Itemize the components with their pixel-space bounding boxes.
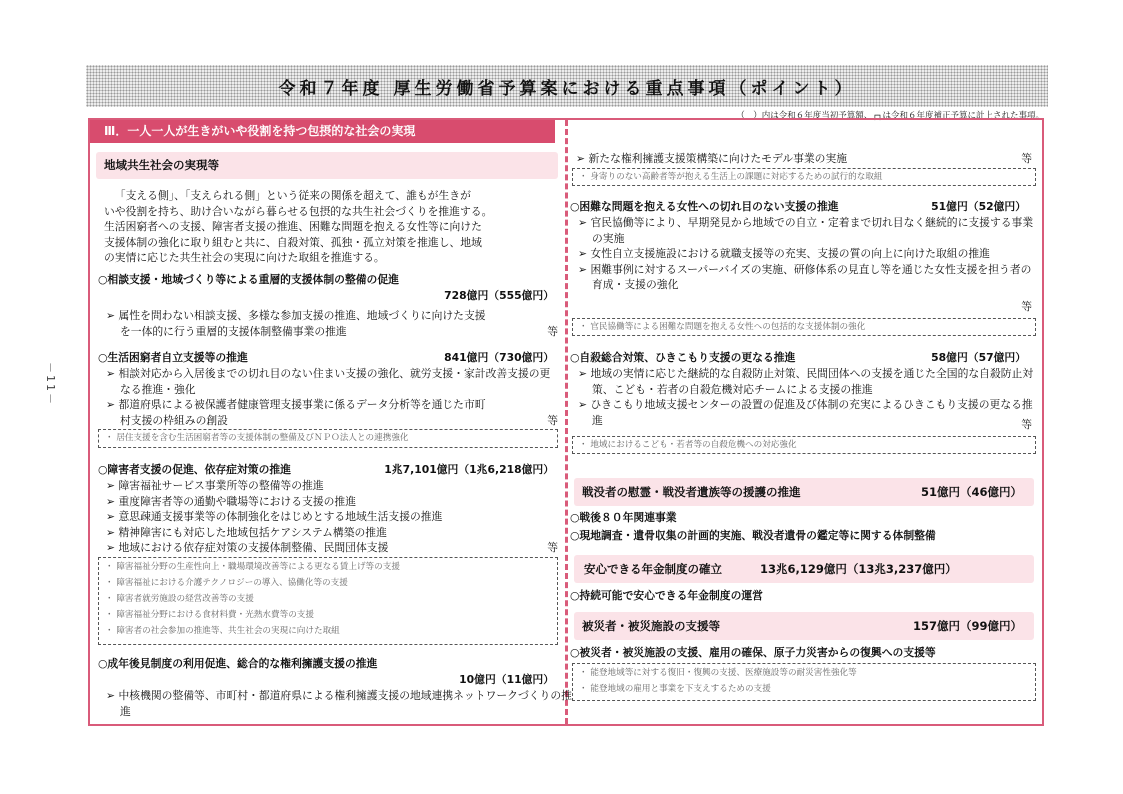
- r2-supplementary-box: [572, 318, 1036, 336]
- s1-title: ○相談支援・地域づくり等による重層的支援体制の整備の促進: [98, 273, 399, 286]
- s4-title: ○成年後見制度の利用促進、総合的な権利擁護支援の推進: [98, 657, 378, 670]
- intro-line: 支援体制の強化に取り組むと共に、自殺対策、孤独・孤立対策を推進し、地域: [104, 235, 482, 249]
- r2-items: [578, 215, 1034, 293]
- box-line: ・ 障害福祉における介護テクノロジーの導入、協働化等の支援: [105, 578, 348, 588]
- h1-line: ○戦後８０年関連事業: [570, 511, 677, 524]
- s4-item: ➢ 中核機関の整備等、市町村・都道府県による権利擁護支援の地域連携ネットワークづくりの推進: [106, 689, 572, 718]
- box-line: ・ 能登地域等に対する復旧・復興の支援、医療施設等の耐災害性強化等: [579, 668, 857, 678]
- r2-item: ➢ 女性自立支援施設における就職支援等の充実、支援の質の向上に向けた取組の推進: [578, 247, 990, 260]
- h2-band: [574, 555, 1034, 583]
- h1-line: ○現地調査・遺骨収集の計画的実施、戦没者遺骨の鑑定等に関する体制整備: [570, 529, 936, 542]
- box-line: ・ 障害者就労施設の経営改善等の支援: [105, 594, 254, 604]
- r2-item: ➢ 困難事例に対するスーパーバイズの実施、研修体系の見直し等を通じた女性支援を担う者の育成・支援の強化: [578, 262, 1032, 291]
- budget-note: （ ）内は令和６年度当初予算額、┌┐は令和６年度補正予算に計上された事項。: [736, 111, 1044, 121]
- intro-line: いや役割を持ち、助け合いながら暮らせる包摂的な共生社会づくりを推進する。: [104, 204, 493, 218]
- s1-item-line: を一体的に行う重層的支援体制整備事業の推進: [120, 324, 347, 338]
- box-line: ・ 障害福祉分野における食材料費・光熱水費等の支援: [105, 610, 314, 620]
- s3-title: ○障害者支援の促進、依存症対策の推進: [98, 463, 291, 476]
- r3-item: ➢ ひきこもり地域支援センターの設置の促進及び体制の充実によるひきこもり支援の更なる推進: [578, 398, 1033, 427]
- r2-title: ○困難な問題を抱える女性への切れ目のない支援の推進: [570, 200, 839, 213]
- s2-item: ➢ 相談対応から入居後までの切れ目のない住まい支援の強化、就労支援・家計改善支援の更なる推進・強化: [106, 367, 551, 396]
- page-number: －11－: [44, 362, 57, 406]
- box-line: ・ 身寄りのない高齢者等が抱える生活上の課題に対応するための試行的な取組: [579, 172, 883, 182]
- etc-mark: 等: [1021, 418, 1032, 431]
- box-line: ・ 地域におけるこども・若者等の自殺危機への対応強化: [579, 440, 797, 450]
- etc-mark: 等: [1021, 152, 1032, 165]
- r1-item: ➢ 新たな権利擁護支援策構築に向けたモデル事業の実施: [576, 152, 848, 165]
- r3-amount: 58億円（57億円）: [931, 351, 1026, 364]
- subhead-community: 地域共生社会の実現等: [96, 152, 558, 179]
- s2-item: [106, 397, 558, 428]
- etc-mark: 等: [1021, 300, 1032, 313]
- etc-mark: 等: [547, 413, 558, 427]
- r3-heading: [570, 350, 1026, 366]
- box-line: ・ 障害福祉分野の生産性向上・職場環境改善等による更なる賃上げ等の支援: [105, 562, 400, 572]
- s2-amount: 841億円（730億円）: [444, 351, 554, 364]
- r1-item-row: [576, 151, 1032, 167]
- page-title: 令和７年度 厚生労働省予算案における重点事項（ポイント）: [278, 78, 856, 99]
- r3-supplementary-box: [572, 436, 1036, 454]
- s3-item: ➢ 障害福祉サービス事業所等の整備等の推進: [106, 479, 324, 492]
- h1-band: [574, 478, 1034, 506]
- h3-supplementary-box: [572, 663, 1036, 701]
- box-line: ・ 障害者の社会参加の推進等、共生社会の実現に向けた取組: [105, 626, 340, 636]
- s2-heading: [98, 350, 554, 366]
- h3-amount: 157億円（99億円）: [912, 619, 1022, 633]
- s1-item: [106, 308, 558, 339]
- r1-supplementary-box: [572, 168, 1036, 186]
- r2-item: ➢ 官民協働等により、早期発見から地域での自立・定着まで切れ目なく継続的に支援する事業の実施: [578, 216, 1034, 245]
- s2-supplementary-box: [98, 429, 558, 448]
- s2-item-line: ➢ 都道府県による被保護者健康管理支援事業に係るデータ分析等を通じた市町: [106, 398, 486, 411]
- s2-item-line: 村支援の枠組みの創設: [120, 413, 228, 427]
- intro-line: の実情に応じた共生社会の実現に向けた取組を推進する。: [104, 251, 385, 264]
- s2-title: ○生活困窮者自立支援等の推進: [98, 351, 248, 364]
- section-header: Ⅲ．一人一人が生きがいや役割を持つ包摂的な社会の実現: [90, 120, 555, 143]
- s2-items: [106, 366, 558, 428]
- intro-line: 生活困窮者への支援、障害者支援の推進、困難な問題を抱える女性等に向けた: [104, 220, 482, 233]
- r3-item: ➢ 地域の実情に応じた継続的な自殺防止対策、民間団体への支援を通じた全国的な自殺防止対策、こども・若者の自殺危機対応チームによる支援の推進: [578, 367, 1034, 396]
- box-line: ・ 居住支援を含む生活困窮者等の支援体制の整備及びＮＰＯ法人との連携強化: [105, 433, 409, 443]
- s1-item-line: ➢ 属性を問わない相談支援、多様な参加支援の推進、地域づくりに向けた支援: [106, 309, 486, 322]
- s3-item: ➢ 精神障害にも対応した地域包括ケアシステム構築の推進: [106, 525, 387, 539]
- s3-amount: 1兆7,101億円（1兆6,218億円）: [384, 463, 554, 476]
- s3-heading: [98, 462, 554, 478]
- h1-title: 戦没者の慰霊・戦没者遺族等の援護の推進: [582, 485, 801, 499]
- h1-amount: 51億円（46億円）: [920, 485, 1022, 499]
- h2-title: 安心できる年金制度の確立: [584, 562, 722, 576]
- s3-item: ➢ 意思疎通支援事業等の体制強化をはじめとする地域生活支援の推進: [106, 510, 443, 523]
- box-line: ・ 官民協働等による困難な問題を抱える女性への包括的な支援体制の強化: [579, 322, 866, 332]
- s1-amount: 728億円（555億円）: [444, 289, 554, 302]
- title-banner: [86, 65, 1048, 107]
- intro-line: 「支える側」、「支えられる側」という従来の関係を超えて、誰もが生きが: [114, 189, 471, 202]
- h3-title: 被災者・被災施設の支援等: [582, 619, 720, 633]
- h3-line: ○被災者・被災施設の支援、雇用の確保、原子力災害からの復興への支援等: [570, 646, 936, 659]
- h2-amount: 13兆6,129億円（13兆3,237億円）: [760, 562, 957, 576]
- column-divider: [565, 120, 568, 724]
- s3-items: [106, 478, 558, 556]
- r3-title: ○自殺総合対策、ひきこもり支援の更なる推進: [570, 351, 796, 364]
- h3-band: [574, 612, 1034, 640]
- s3-supplementary-box: [98, 557, 558, 645]
- s3-item: ➢ 地域における依存症対策の支援体制整備、民間団体支援: [106, 541, 389, 554]
- intro-paragraph: [104, 188, 560, 266]
- r2-amount: 51億円（52億円）: [931, 200, 1026, 213]
- s3-item: ➢ 重度障害者等の通勤や職場等における支援の推進: [106, 494, 357, 508]
- r2-heading: [570, 199, 1026, 215]
- h2-line: ○持続可能で安心できる年金制度の運営: [570, 589, 763, 602]
- box-line: ・ 能登地域の雇用と事業を下支えするための支援: [579, 684, 771, 694]
- r3-items: [578, 366, 1034, 428]
- etc-mark: 等: [547, 541, 558, 554]
- etc-mark: 等: [547, 324, 558, 338]
- s4-amount: 10億円（11億円）: [459, 673, 554, 686]
